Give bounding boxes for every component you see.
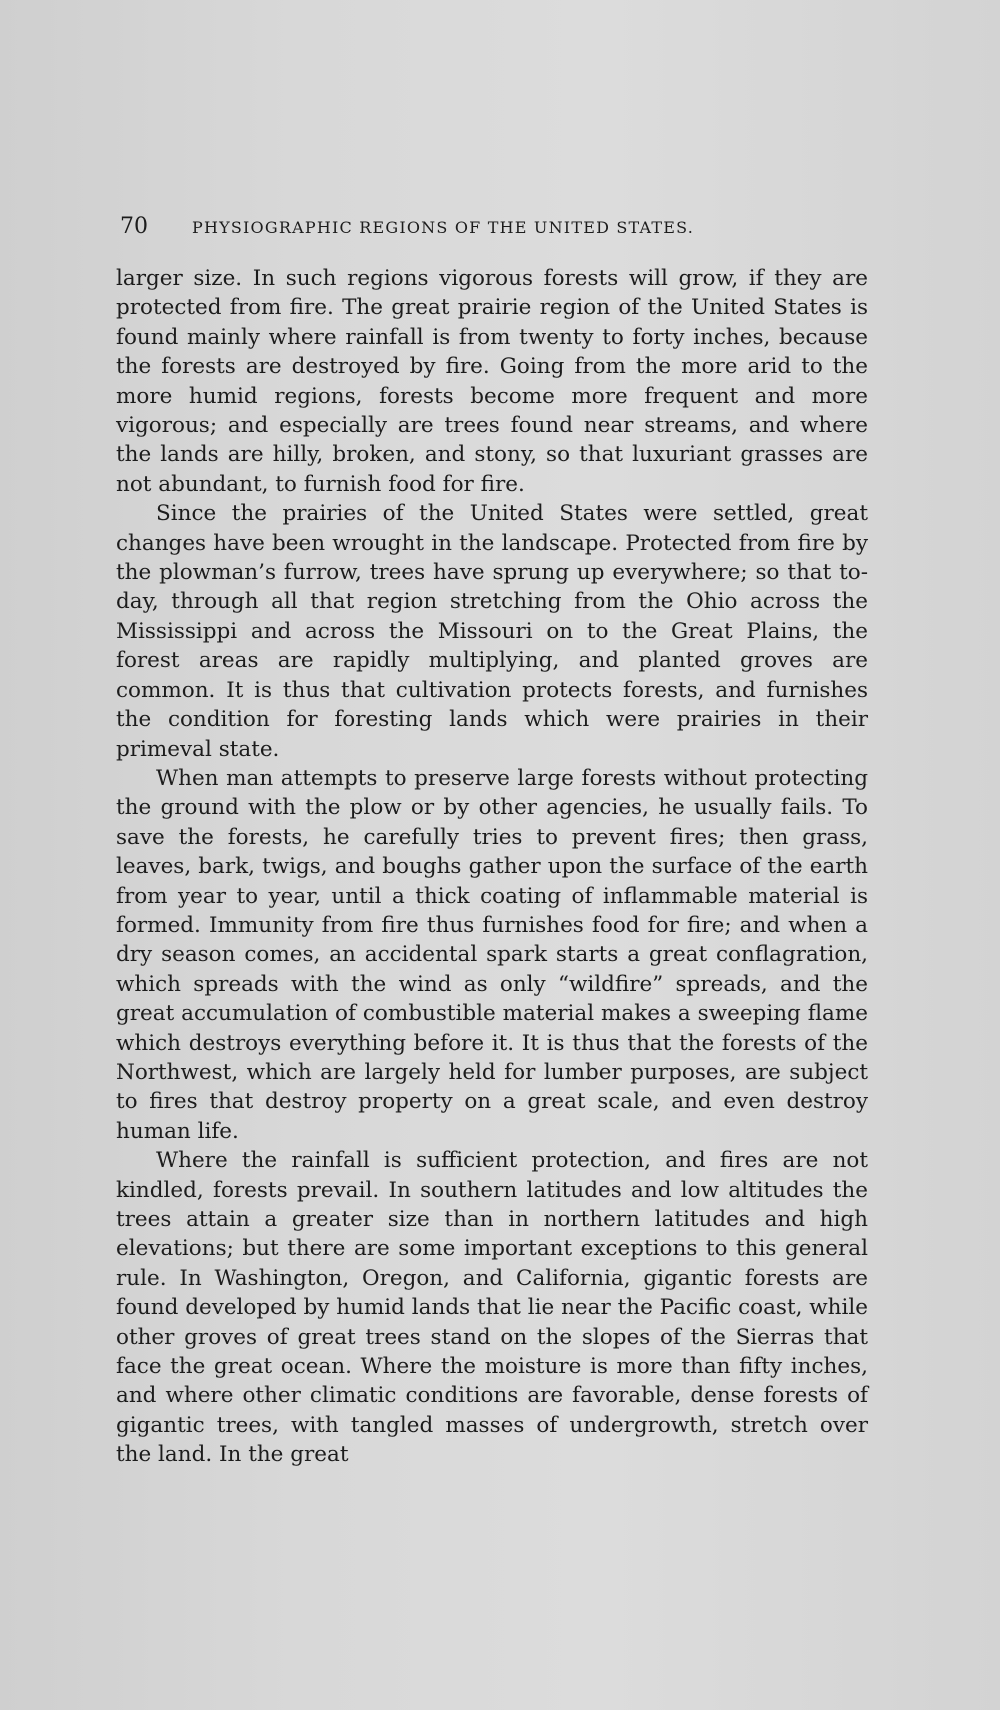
running-head xyxy=(120,214,770,244)
paragraph-prairies: Since the prairies of the United States were settled, great changes have been wrought in the landscape. Protected from fire by the plowman’s furrow, trees have sprung up everywhere; so that to-day, through all that region stretching from the Ohio across the Mississippi and across the Missouri on to the Great Plains, the forest areas are rapidly multiplying, and planted groves are common. It is thus that cultivation protects forests, and furnishes the condition for foresting lands which were prairies in their primeval state. xyxy=(116,501,868,762)
paragraph-continued: larger size. In such regions vigorous forests will grow, if they are protected from fire. The great prairie region of the United States is found mainly where rainfall is from twenty to forty inches, because the forests are destroyed by fire. Going from the more arid to the more humid regions, forests become more frequent and more vigorous; and especially are trees found near streams, and where the lands are hilly, broken, and stony, so that luxuriant grasses are not abundant, to furnish food for fire. xyxy=(116,266,868,497)
running-title: PHYSIOGRAPHIC REGIONS OF THE UNITED STATES. xyxy=(192,218,695,237)
body-text xyxy=(116,264,868,1470)
page-number: 70 xyxy=(120,214,148,239)
paragraph-forest-fires: When man attempts to preserve large forests without protecting the ground with the plow or by other agencies, he usually fails. To save the forests, he carefully tries to prevent fires; then grass, leaves, bark, twigs, and boughs gather upon the surface of the earth from year to year, until a thick coating of inflammable material is formed. Immunity from fire thus furnishes food for fire; and when a dry season comes, an accidental spark starts a great conflagration, which spreads with the wind as only “wildfire” spreads, and the great accumulation of combustible material makes a sweeping flame which destroys everything before it. It is thus that the forests of the Northwest, which are largely held for lumber purposes, are subject to fires that destroy property on a great scale, and even destroy human life. xyxy=(116,765,868,1144)
paragraph-rainfall: Where the rainfall is sufficient protection, and fires are not kindled, forests prevail. In southern latitudes and low altitudes the trees attain a greater size than in northern latitudes and high elevations; but there are some important exceptions to this general rule. In Washington, Oregon, and California, gigantic forests are found developed by humid lands that lie near the Pacific coast, while other groves of great trees stand on the slopes of the Sierras that face the great ocean. Where the moisture is more than fifty inches, and where other climatic conditions are favorable, dense forests of gigantic trees, with tangled masses of undergrowth, stretch over the land. In the great xyxy=(116,1148,868,1468)
